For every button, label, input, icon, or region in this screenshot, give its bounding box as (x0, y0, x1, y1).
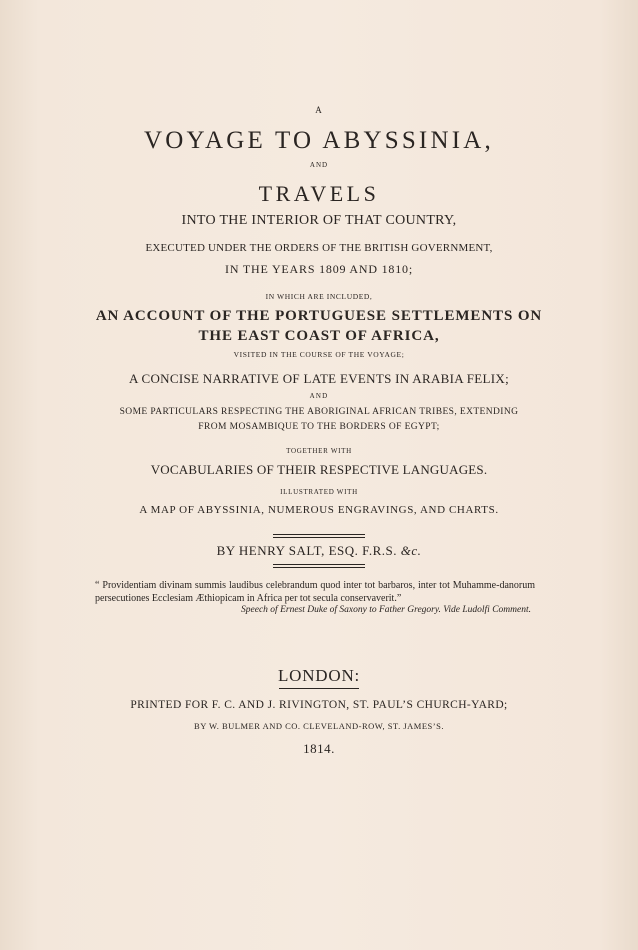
author-name: BY HENRY SALT, ESQ. F.R.S. (216, 543, 397, 558)
together-line: TOGETHER WITH (286, 447, 352, 455)
printed-for-line: PRINTED FOR F. C. AND J. RIVINGTON, ST. PAUL’S CHURCH-YARD; (130, 699, 508, 711)
double-rule-top (273, 534, 365, 538)
author-etc: &c. (400, 543, 422, 558)
and-connector-2: AND (309, 392, 329, 400)
article-a: A (315, 105, 323, 115)
author-line (0, 544, 638, 557)
travels-title: TRAVELS (258, 181, 380, 206)
particulars-line-1: SOME PARTICULARS RESPECTING THE ABORIGINAL AFRICAN TRIBES, EXTENDING (119, 407, 519, 417)
account-line-1: AN ACCOUNT OF THE PORTUGUESE SETTLEMENTS ON (95, 308, 543, 324)
particulars-line-2: FROM MOSAMBIQUE TO THE BORDERS OF EGYPT; (198, 422, 440, 432)
imprint-city: LONDON: (277, 666, 361, 685)
narrative-line: A CONCISE NARRATIVE OF LATE EVENTS IN ARABIA FELIX; (128, 371, 510, 386)
vocabularies-line: VOCABULARIES OF THEIR RESPECTIVE LANGUAGES. (150, 462, 488, 477)
and-connector-1: AND (309, 161, 329, 169)
executed-line: EXECUTED UNDER THE ORDERS OF THE BRITISH GOVERNMENT, (145, 242, 493, 254)
illustrated-line: ILLUSTRATED WITH (280, 488, 358, 496)
visited-line: VISITED IN THE COURSE OF THE VOYAGE; (233, 350, 405, 359)
latin-epigraph: “ Providentiam divinam summis laudibus celebrandum quod inter tot barbaros, inter tot Muhamme-danorum persecutiones Ecclesiam Æthiopicam in Africa per tot secula conservaverit.” (95, 580, 535, 604)
years-line: IN THE YEARS 1809 AND 1810; (225, 262, 413, 276)
publication-year: 1814. (303, 741, 335, 756)
included-line: IN WHICH ARE INCLUDED, (265, 292, 373, 301)
account-line-2: THE EAST COAST OF AFRICA, (198, 328, 440, 344)
interior-line: INTO THE INTERIOR OF THAT COUNTRY, (181, 213, 457, 228)
map-line: A MAP OF ABYSSINIA, NUMEROUS ENGRAVINGS, AND CHARTS. (139, 504, 499, 516)
epigraph-attribution: Speech of Ernest Duke of Saxony to Father Gregory. Vide Ludolfi Comment. (241, 605, 531, 615)
double-rule-bottom (273, 564, 365, 568)
printed-by-line: BY W. BULMER AND CO. CLEVELAND-ROW, ST. JAMES’S. (194, 721, 444, 731)
city-underline (279, 688, 359, 689)
main-title: VOYAGE TO ABYSSINIA, (144, 127, 494, 154)
